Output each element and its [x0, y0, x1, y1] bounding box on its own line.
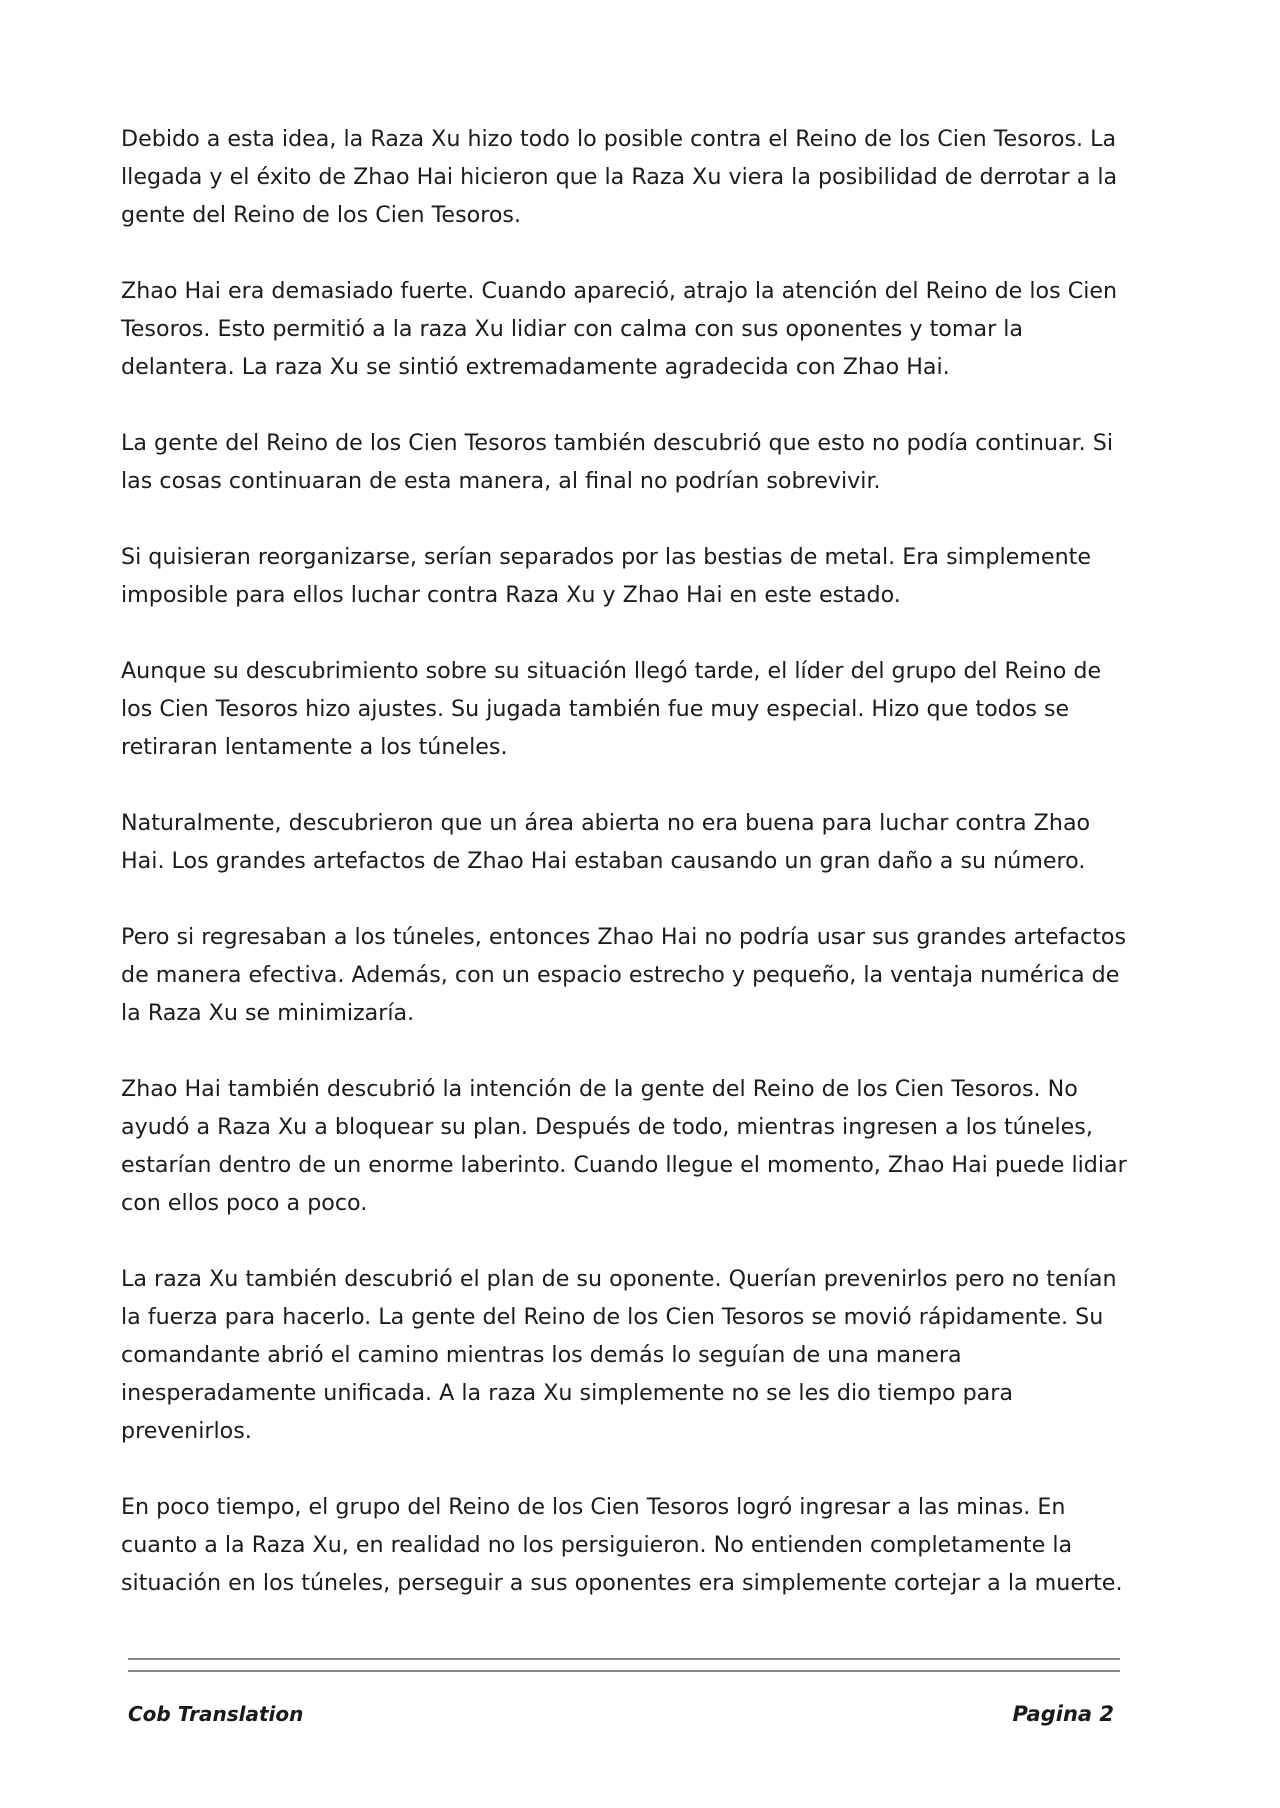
paragraph-2: Zhao Hai era demasiado fuerte. Cuando apareció, atrajo la atención del Reino de los Cien Tesoros. Esto permitió a la raza Xu lidiar con calma con sus oponentes y tomar la delantera. La raza Xu se sintió extremadamente agradecida con Zhao Hai.: [121, 278, 1118, 380]
paragraph-9: La raza Xu también descubrió el plan de su oponente. Querían prevenirlos pero no tenían la fuerza para hacerlo. La gente del Reino de los Cien Tesoros se movió rápidamente. Su comandante abrió el camino mientras los demás lo seguían de una manera inesperadamente unificada. A la raza Xu simplemente no se les dio tiempo para prevenirlos.: [121, 1266, 1117, 1444]
document-body: [121, 120, 1131, 1640]
paragraph-5: Aunque su descubrimiento sobre su situación llegó tarde, el líder del grupo del Reino de los Cien Tesoros hizo ajustes. Su jugada también fue muy especial. Hizo que todos se retiraran lentamente a los túneles.: [121, 658, 1102, 760]
paragraph-8: Zhao Hai también descubrió la intención de la gente del Reino de los Cien Tesoros. No ayudó a Raza Xu a bloquear su plan. Después de todo, mientras ingresen a los túneles, estarían dentro de un enorme laberinto. Cuando llegue el momento, Zhao Hai puede lidiar con ellos poco a poco.: [121, 1076, 1127, 1216]
paragraph-10: En poco tiempo, el grupo del Reino de los Cien Tesoros logró ingresar a las minas. En cuanto a la Raza Xu, en realidad no los persiguieron. No entienden completamente la situación en los túneles, perseguir a sus oponentes era simplemente cortejar a la muerte.: [121, 1494, 1123, 1596]
paragraph-1: Debido a esta idea, la Raza Xu hizo todo lo posible contra el Reino de los Cien Tesoros. La llegada y el éxito de Zhao Hai hicieron que la Raza Xu viera la posibilidad de derrotar a la gente del Reino de los Cien Tesoros.: [121, 126, 1118, 228]
footer-page-number: Pagina 2: [1012, 1702, 1114, 1726]
footer-divider-bottom: [128, 1670, 1120, 1672]
paragraph-7: Pero si regresaban a los túneles, entonces Zhao Hai no podría usar sus grandes artefactos de manera efectiva. Además, con un espacio estrecho y pequeño, la ventaja numérica de la Raza Xu se minimizaría.: [121, 924, 1127, 1026]
paragraph-6: Naturalmente, descubrieron que un área abierta no era buena para luchar contra Zhao Hai. Los grandes artefactos de Zhao Hai estaban causando un gran daño a su número.: [121, 810, 1091, 874]
paragraph-4: Si quisieran reorganizarse, serían separados por las bestias de metal. Era simplemente imposible para ellos luchar contra Raza Xu y Zhao Hai en este estado.: [121, 544, 1091, 608]
paragraph-3: La gente del Reino de los Cien Tesoros también descubrió que esto no podía continuar. Si las cosas continuaran de esta manera, al final no podrían sobrevivir.: [121, 430, 1113, 494]
footer-divider-top: [128, 1658, 1120, 1660]
footer-credit: Cob Translation: [128, 1702, 304, 1726]
